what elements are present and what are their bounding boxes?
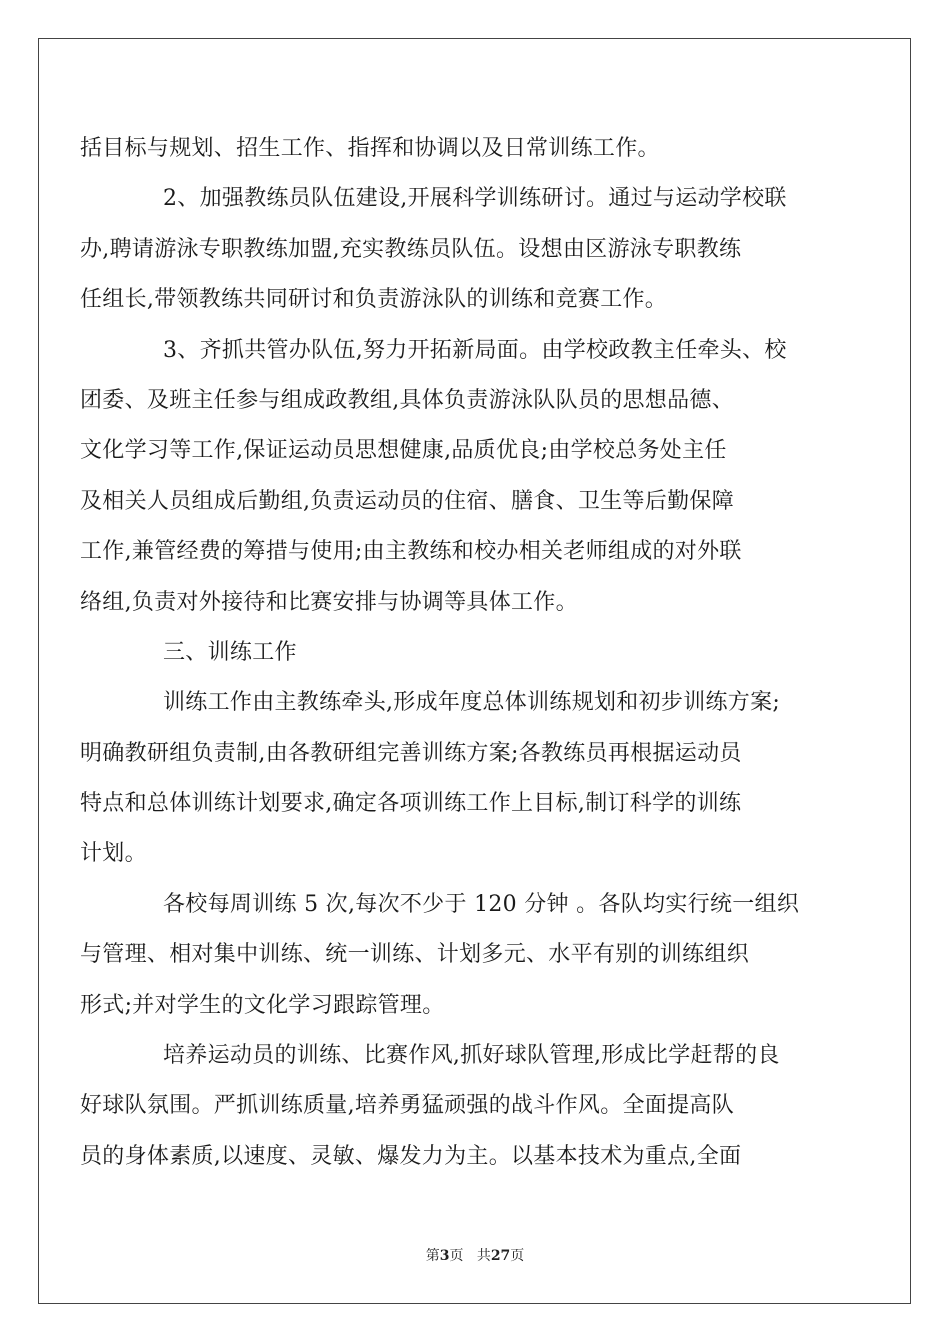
text-line: 2、加强教练员队伍建设,开展科学训练研讨。通过与运动学校联	[163, 186, 787, 212]
text-line: 培养运动员的训练、比赛作风,抓好球队管理,形成比学赶帮的良	[163, 1043, 780, 1069]
page-prefix: 第	[425, 1248, 440, 1264]
total-unit: 页	[510, 1248, 525, 1264]
text-line: 3、齐抓共管办队伍,努力开拓新局面。由学校政教主任牵头、校	[163, 337, 787, 363]
page-total: 27	[490, 1248, 511, 1264]
text-line: 计划。	[80, 841, 147, 867]
section-heading: 三、训练工作	[163, 639, 297, 665]
text-line: 好球队氛围。严抓训练质量,培养勇猛顽强的战斗作风。全面提高队	[80, 1093, 734, 1119]
text-line: 任组长,带领教练共同研讨和负责游泳队的训练和竞赛工作。	[80, 287, 668, 313]
text-line: 员的身体素质,以速度、灵敏、爆发力为主。以基本技术为重点,全面	[80, 1143, 742, 1169]
text-line: 工作,兼管经费的筹措与使用;由主教练和校办相关老师组成的对外联	[80, 539, 742, 565]
text-line: 形式;并对学生的文化学习跟踪管理。	[80, 992, 445, 1018]
text-line: 络组,负责对外接待和比赛安排与协调等具体工作。	[80, 589, 578, 615]
text-line: 特点和总体训练计划要求,确定各项训练工作上目标,制订科学的训练	[80, 791, 742, 817]
text-line: 文化学习等工作,保证运动员思想健康,品质优良;由学校总务处主任	[80, 438, 727, 464]
text-line: 团委、及班主任参与组成政教组,具体负责游泳队队员的思想品德、	[80, 387, 734, 413]
text-line: 与管理、相对集中训练、统一训练、计划多元、水平有别的训练组织	[80, 942, 750, 968]
total-prefix: 共	[476, 1248, 491, 1264]
page-footer	[0, 1245, 950, 1265]
text-line: 各校每周训练 5 次,每次不少于 120 分钟 。各队均实行统一组织	[163, 891, 800, 917]
text-line: 训练工作由主教练牵头,形成年度总体训练规划和初步训练方案;	[163, 690, 781, 716]
document-body	[80, 124, 840, 1182]
text-line: 及相关人员组成后勤组,负责运动员的住宿、膳食、卫生等后勤保障	[80, 488, 734, 514]
text-line: 办,聘请游泳专职教练加盟,充实教练员队伍。设想由区游泳专职教练	[80, 236, 742, 262]
text-line: 括目标与规划、招生工作、指挥和协调以及日常训练工作。	[80, 136, 660, 161]
page-current: 3	[439, 1248, 450, 1264]
page-unit: 页	[449, 1248, 464, 1264]
text-line: 明确教研组负责制,由各教研组完善训练方案;各教练员再根据运动员	[80, 740, 742, 766]
